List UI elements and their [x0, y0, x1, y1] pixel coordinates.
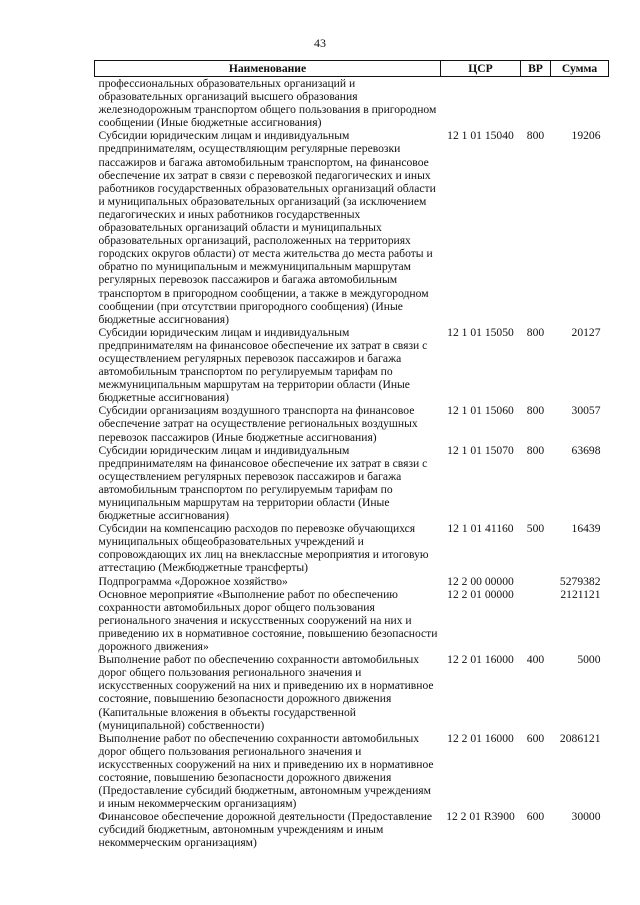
row-csr: 12 2 01 R3900 — [446, 810, 515, 824]
row-csr — [441, 77, 521, 130]
header-name: Наименование — [95, 61, 441, 77]
row-vr: 400 — [526, 653, 545, 667]
row-csr: 12 1 01 15060 — [447, 404, 514, 418]
row-vr: 800 — [526, 443, 545, 457]
row-csr: 12 1 01 15040 — [447, 129, 514, 143]
row-csr: 12 2 01 16000 — [447, 653, 514, 667]
table-row — [95, 653, 609, 732]
row-name: Субсидии юридическим лицам и индивидуальным предпринимателям, осуществляющим регулярные перевозки пассажиров и багажа автомобильным транспортом, на финансовое обеспечение их затрат в связи с перевозкой педагогических и иных работников государственных образовательных организаций области и муниципальных образовательных организаций (за исключением педагогических и иных работников государственных образовательных организаций области и муниципальных образовательных организаций, расположенных на территориях городских округов области) от места жительства до места работы и обратно по муниципальным и межмуниципальным маршрутам регулярных перевозок пассажиров и багажа автомобильным транспортом в пригородном сообщении, а также в междугородном сообщении (при отсутствии пригородного сообщения) (Иные бюджетные ассигнования) — [98, 129, 436, 326]
row-vr: 800 — [526, 325, 545, 339]
table-row — [95, 326, 609, 405]
table-row — [95, 588, 609, 653]
row-csr: 12 1 01 15050 — [447, 325, 514, 339]
row-vr: 600 — [526, 810, 545, 824]
row-vr: 800 — [526, 129, 545, 143]
row-name: Подпрограмма «Дорожное хозяйство» — [98, 574, 288, 588]
row-sum — [551, 77, 609, 130]
row-sum: 30000 — [571, 810, 601, 824]
row-sum: 16439 — [571, 522, 601, 536]
header-sum: Сумма — [551, 61, 609, 77]
row-vr: 600 — [526, 731, 545, 745]
row-sum: 2121121 — [560, 587, 601, 601]
row-name: Выполнение работ по обеспечению сохранности автомобильных дорог общего пользования регионального значения и искусственных сооружений на них и приведению их в нормативное состояние, повышению безопасности дорожного движения (Капитальные вложения в объекты государственной (муниципальной) собственности) — [98, 653, 434, 732]
row-csr: 12 2 01 16000 — [447, 731, 514, 745]
header-csr: ЦСР — [441, 61, 521, 77]
table-row — [95, 444, 609, 523]
table-row — [95, 575, 609, 588]
row-csr: 12 2 00 00000 — [447, 574, 514, 588]
row-vr — [521, 77, 551, 130]
row-vr: 800 — [526, 404, 545, 418]
row-sum: 63698 — [571, 443, 601, 457]
row-csr: 12 1 01 41160 — [447, 522, 514, 536]
row-csr: 12 2 01 00000 — [447, 587, 514, 601]
row-sum: 20127 — [571, 325, 601, 339]
header-vr: ВР — [521, 61, 551, 77]
row-csr: 12 1 01 15070 — [447, 443, 514, 457]
table-row — [95, 732, 609, 811]
row-name: Финансовое обеспечение дорожной деятельности (Предоставление субсидий бюджетным, автономным учреждениям и иным некоммерческим организациям) — [98, 810, 433, 850]
table-row — [95, 77, 609, 130]
budget-table — [94, 60, 609, 850]
table-row — [95, 404, 609, 443]
row-vr — [521, 575, 551, 588]
table-row — [95, 522, 609, 574]
row-vr: 500 — [526, 522, 545, 536]
table-row — [95, 810, 609, 849]
row-name: профессиональных образовательных организаций и образовательных организаций высшего образования железнодорожным транспортом общего пользования в пригородном сообщении (Иные бюджетные ассигнования) — [98, 77, 437, 130]
row-name: Субсидии организациям воздушного транспорта на финансовое обеспечение затрат на осуществление региональных воздушных перевозок пассажиров (Иные бюджетные ассигнования) — [98, 404, 418, 444]
table-header-row — [95, 61, 609, 77]
row-name: Субсидии юридическим лицам и индивидуальным предпринимателям на финансовое обеспечение их затрат в связи с осуществлением регулярных перевозок пассажиров и багажа автомобильным транспортом по регулируемым тарифам по муниципальным маршрутам на территории области (Иные бюджетные ассигнования) — [98, 443, 428, 523]
row-name: Субсидии юридическим лицам и индивидуальным предпринимателям на финансовое обеспечение их затрат в связи с осуществлением регулярных перевозок пассажиров и багажа автомобильным транспортом по регулируемым тарифам по межмуниципальным маршрутам на территории области (Иные бюджетные ассигнования) — [98, 325, 428, 405]
row-sum: 5000 — [577, 653, 601, 667]
row-name: Основное мероприятие «Выполнение работ по обеспечению сохранности автомобильных дорог общего пользования регионального значения и искусственных сооружений на них и приведению их в нормативное состояние, повышению безопасности дорожного движения» — [98, 587, 438, 654]
row-sum: 2086121 — [559, 731, 601, 745]
row-name: Выполнение работ по обеспечению сохранности автомобильных дорог общего пользования регионального значения и искусственных сооружений на них и приведению их в нормативное состояние, повышению безопасности дорожного движения (Предоставление субсидий бюджетным, автономным учреждениям и иным некоммерческим организациям) — [98, 731, 434, 811]
row-sum: 5279382 — [559, 574, 601, 588]
row-vr — [521, 588, 551, 653]
row-sum: 19206 — [571, 129, 601, 143]
row-sum: 30057 — [571, 404, 601, 418]
table-row — [95, 129, 609, 325]
row-name: Субсидии на компенсацию расходов по перевозке обучающихся муниципальных общеобразовательных учреждений и сопровождающих их лиц на внеклассные мероприятия и итоговую аттестацию (Межбюджетные трансферты) — [98, 522, 429, 575]
page-number: 43 — [314, 36, 326, 50]
